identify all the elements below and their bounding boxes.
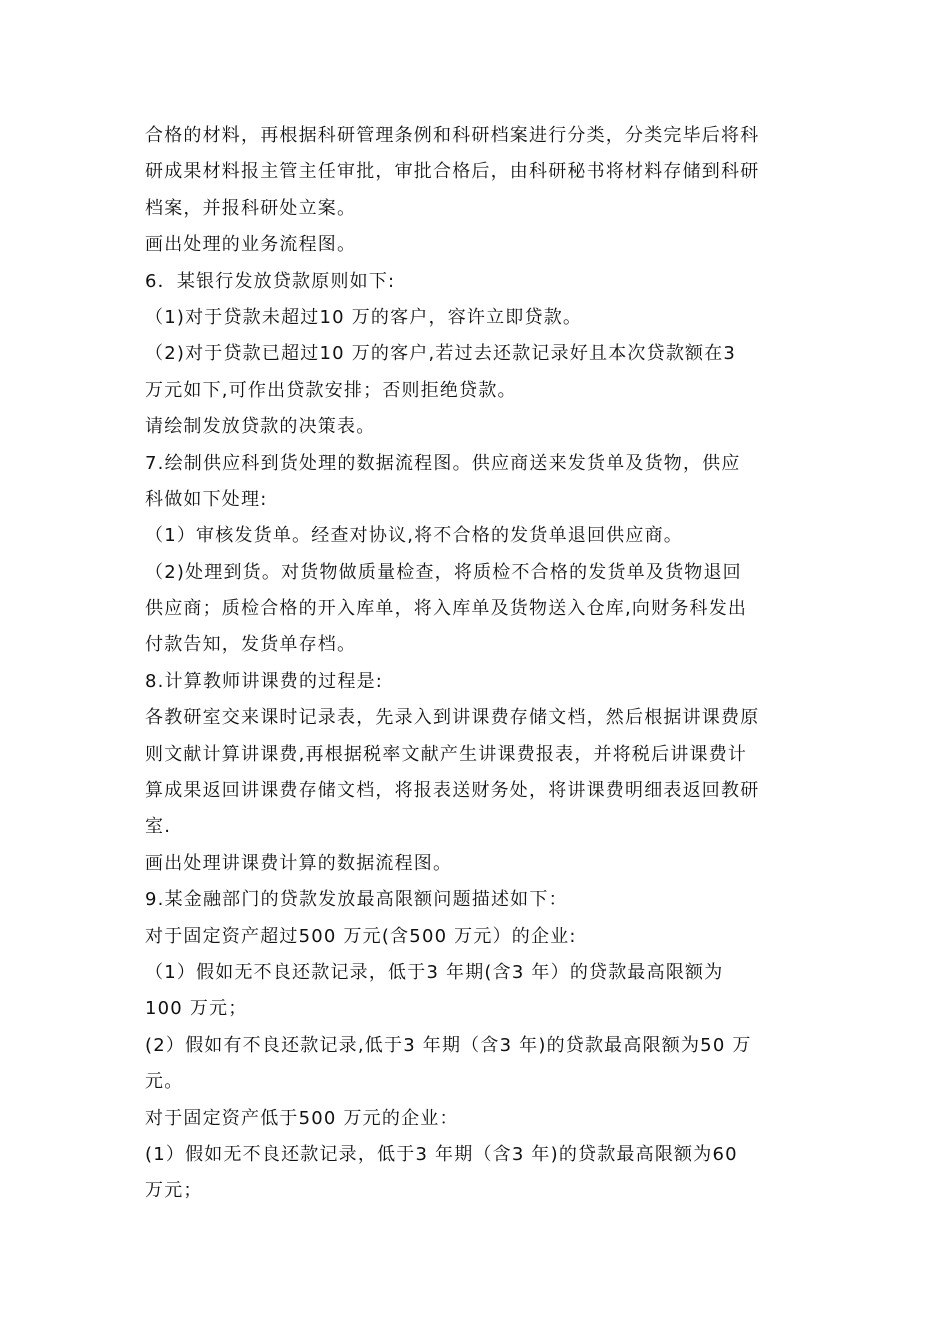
text-line: 科做如下处理: (145, 488, 268, 510)
text-line: 付款告知，发货单存档。 (145, 634, 357, 656)
text-line: 室. (145, 816, 172, 838)
question-6-heading: 6．某银行发放贷款原则如下: (145, 270, 396, 292)
text-line: 档案，并报科研处立案。 (145, 197, 357, 219)
document-body (145, 118, 810, 1210)
text-line: （2)对于贷款已超过10 万的客户,若过去还款记录好且本次贷款额在3 (145, 343, 737, 365)
text-line: 供应商；质检合格的开入库单，将入库单及货物送入仓库,向财务科发出 (145, 598, 748, 620)
text-line: （1）审核发货单。经查对协议,将不合格的发货单退回供应商。 (145, 525, 683, 547)
question-7-heading: 7.绘制供应科到货处理的数据流程图。供应商送来发货单及货物，供应 (145, 452, 741, 474)
text-line: (2）假如有不良还款记录,低于3 年期（含3 年)的贷款最高限额为50 万 (145, 1034, 752, 1056)
text-line: 算成果返回讲课费存储文档，将报表送财务处，将讲课费明细表返回教研 (145, 780, 760, 802)
text-line: 万元； (145, 1180, 203, 1202)
text-line: （2)处理到货。对货物做质量检查，将质检不合格的发货单及货物退回 (145, 561, 742, 583)
text-line: 对于固定资产超过500 万元(含500 万元）的企业: (145, 925, 577, 947)
text-line: 画出处理讲课费计算的数据流程图。 (145, 852, 453, 874)
text-line: 各教研室交来课时记录表，先录入到讲课费存储文档，然后根据讲课费原 (145, 707, 760, 729)
question-9-heading: 9.某金融部门的贷款发放最高限额问题描述如下： (145, 889, 568, 911)
text-line: 则文献计算讲课费,再根据税率文献产生讲课费报表，并将税后讲课费计 (145, 743, 748, 765)
text-line: 研成果材料报主管主任审批，审批合格后，由科研秘书将材料存储到科研 (145, 161, 760, 183)
text-line: 100 万元； (145, 998, 248, 1020)
text-line: （1）假如无不良还款记录，低于3 年期(含3 年）的贷款最高限额为 (145, 961, 724, 983)
text-line: 合格的材料，再根据科研管理条例和科研档案进行分类，分类完毕后将科 (145, 125, 760, 146)
question-8-heading: 8.计算教师讲课费的过程是: (145, 670, 384, 692)
text-line: (1）假如无不良还款记录，低于3 年期（含3 年)的贷款最高限额为60 (145, 1143, 738, 1165)
text-line: （1)对于贷款未超过10 万的客户，容许立即贷款。 (145, 306, 583, 328)
text-line: 元。 (145, 1071, 184, 1093)
text-line: 请绘制发放贷款的决策表。 (145, 416, 376, 438)
text-line: 画出处理的业务流程图。 (145, 234, 357, 256)
text-line: 对于固定资产低于500 万元的企业： (145, 1107, 459, 1129)
text-line: 万元如下,可作出贷款安排；否则拒绝贷款。 (145, 379, 517, 401)
